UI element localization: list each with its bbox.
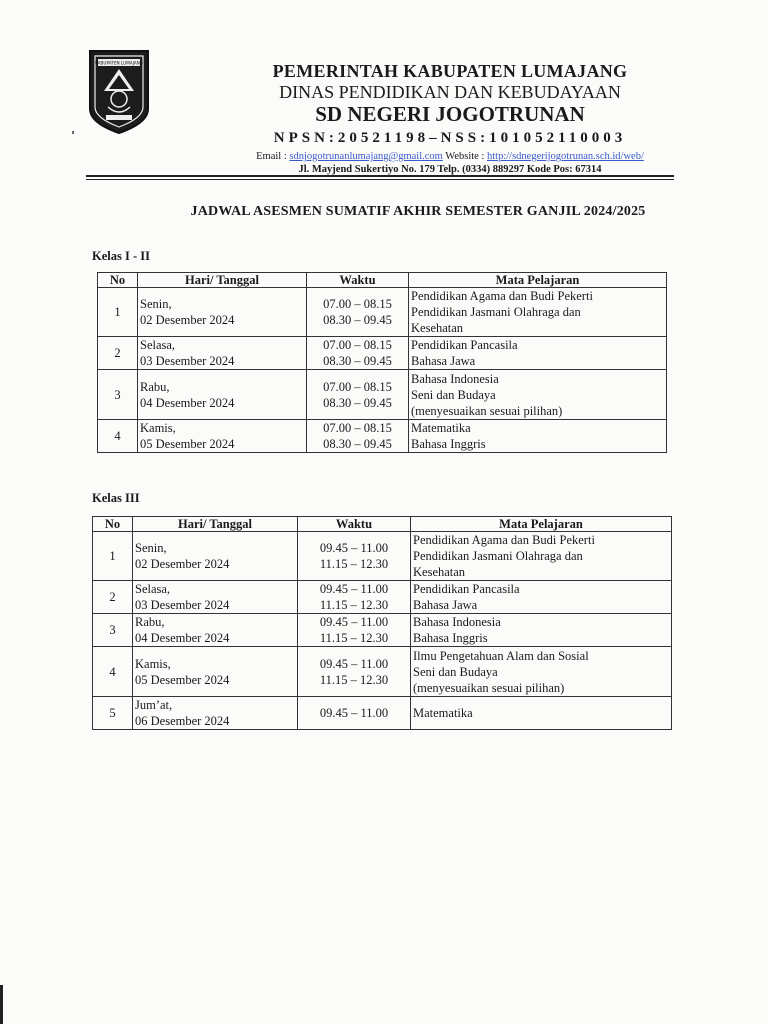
subject: Kesehatan — [411, 321, 464, 335]
time-slot: 09.45 – 11.00 — [319, 541, 389, 555]
subject: Pendidikan Jasmani Olahraga dan — [413, 549, 583, 563]
time-slot: 11.15 – 12.30 — [319, 557, 389, 571]
class-label-3: Kelas III — [92, 491, 140, 505]
header-no: No — [98, 273, 138, 288]
row-time — [298, 614, 411, 647]
day-name: Rabu, — [140, 380, 170, 394]
date: 05 Desember 2024 — [140, 437, 235, 451]
table-header-row — [98, 273, 667, 288]
subject: Bahasa Jawa — [413, 598, 478, 612]
website-link[interactable]: http://sdnegerijogotrunan.sch.id/web/ — [486, 151, 644, 162]
subject: Bahasa Indonesia — [413, 615, 501, 629]
subject: Pendidikan Jasmani Olahraga dan — [411, 305, 581, 319]
row-no: 3 — [98, 370, 138, 420]
date: 03 Desember 2024 — [135, 598, 230, 612]
date: 04 Desember 2024 — [135, 631, 230, 645]
time-slot: 11.15 – 12.30 — [319, 598, 389, 612]
day-name: Selasa, — [135, 582, 171, 596]
class-label-1-2: Kelas I - II — [92, 249, 150, 263]
day-name: Selasa, — [140, 338, 176, 352]
address-line: Jl. Mayjend Sukertiyo No. 179 Telp. (0334) 889297 Kode Pos: 67314 — [298, 164, 602, 175]
time-slot: 11.15 – 12.30 — [319, 631, 389, 645]
row-no: 2 — [93, 581, 133, 614]
time-slot: 07.00 – 08.15 — [323, 297, 392, 311]
row-day-date — [138, 370, 307, 420]
time-slot: 08.30 – 09.45 — [323, 313, 392, 327]
subject: (menyesuaikan sesuai pilihan) — [413, 680, 565, 695]
scan-edge-mark — [0, 985, 3, 1024]
day-name: Kamis, — [135, 656, 171, 671]
time-slot: 09.45 – 11.00 — [319, 706, 389, 720]
time-slot: 08.30 – 09.45 — [323, 437, 392, 451]
row-day-date — [133, 647, 298, 697]
time-slot: 11.15 – 12.30 — [319, 672, 389, 687]
row-time — [298, 647, 411, 697]
row-no: 1 — [93, 532, 133, 581]
row-time — [307, 370, 409, 420]
subject: Seni dan Budaya — [411, 387, 496, 402]
table-row — [98, 288, 667, 337]
row-no: 4 — [98, 420, 138, 453]
time-slot: 07.00 – 08.15 — [323, 421, 392, 435]
government-name: PEMERINTAH KABUPATEN LUMAJANG — [272, 61, 628, 81]
row-day-date — [133, 697, 298, 730]
row-time — [298, 581, 411, 614]
row-no: 1 — [98, 288, 138, 337]
date: 02 Desember 2024 — [140, 313, 235, 327]
row-subjects — [411, 697, 672, 730]
header-day-date: Hari/ Tanggal — [138, 273, 307, 288]
row-subjects — [411, 532, 672, 581]
row-subjects — [409, 370, 667, 420]
subject: Pendidikan Agama dan Budi Pekerti — [413, 533, 595, 547]
table-row — [93, 697, 672, 730]
svg-text:KABUPATEN LUMAJANG: KABUPATEN LUMAJANG — [94, 60, 144, 66]
row-subjects — [409, 337, 667, 370]
subject: Seni dan Budaya — [413, 664, 498, 679]
subject: (menyesuaikan sesuai pilihan) — [411, 403, 563, 418]
row-day-date — [138, 420, 307, 453]
email-label: Email : — [256, 151, 290, 162]
date: 06 Desember 2024 — [135, 714, 230, 728]
date: 05 Desember 2024 — [135, 672, 230, 687]
row-no: 4 — [93, 647, 133, 697]
row-subjects — [411, 614, 672, 647]
time-slot: 07.00 – 08.15 — [323, 379, 392, 394]
subject: Matematika — [413, 706, 473, 720]
table-row — [98, 420, 667, 453]
subject: Bahasa Inggris — [413, 631, 488, 645]
header-subject: Mata Pelajaran — [409, 273, 667, 288]
day-name: Rabu, — [135, 615, 165, 629]
time-slot: 09.45 – 11.00 — [319, 615, 389, 629]
day-name: Jum’at, — [135, 698, 173, 712]
table-row — [93, 581, 672, 614]
subject: Ilmu Pengetahuan Alam dan Sosial — [413, 648, 589, 663]
table-row — [98, 370, 667, 420]
row-day-date — [133, 581, 298, 614]
table-row — [93, 647, 672, 697]
scan-mark — [72, 131, 74, 134]
row-no: 2 — [98, 337, 138, 370]
row-day-date — [133, 532, 298, 581]
schedule-table-1-2 — [97, 272, 667, 453]
header-time: Waktu — [307, 273, 409, 288]
row-time — [307, 337, 409, 370]
letterhead-rule-thick — [86, 175, 674, 177]
row-subjects — [411, 647, 672, 697]
row-subjects — [409, 420, 667, 453]
table-header-row — [93, 517, 672, 532]
row-time — [307, 420, 409, 453]
day-name: Senin, — [140, 297, 172, 311]
row-subjects — [409, 288, 667, 337]
time-slot: 08.30 – 09.45 — [323, 395, 392, 410]
contact-line — [160, 150, 740, 163]
table-row — [93, 532, 672, 581]
day-name: Kamis, — [140, 421, 176, 435]
subject: Pendidikan Pancasila — [413, 582, 520, 596]
table-row — [93, 614, 672, 647]
row-no: 5 — [93, 697, 133, 730]
department-name: DINAS PENDIDIKAN DAN KEBUDAYAAN — [279, 82, 621, 102]
day-name: Senin, — [135, 541, 167, 555]
letterhead — [160, 60, 740, 176]
row-subjects — [411, 581, 672, 614]
row-time — [307, 288, 409, 337]
schedule-table-3 — [92, 516, 672, 730]
subject: Kesehatan — [413, 565, 466, 579]
subject: Pendidikan Agama dan Budi Pekerti — [411, 289, 593, 303]
subject: Bahasa Indonesia — [411, 371, 499, 386]
subject: Bahasa Jawa — [411, 354, 476, 368]
date: 03 Desember 2024 — [140, 354, 235, 368]
time-slot: 09.45 – 11.00 — [319, 656, 389, 671]
row-day-date — [133, 614, 298, 647]
subject: Matematika — [411, 421, 471, 435]
letterhead-rule-thin — [86, 179, 674, 180]
row-no: 3 — [93, 614, 133, 647]
date: 02 Desember 2024 — [135, 557, 230, 571]
website-label: Website : — [442, 151, 487, 162]
header-no: No — [93, 517, 133, 532]
row-day-date — [138, 337, 307, 370]
row-day-date — [138, 288, 307, 337]
subject: Pendidikan Pancasila — [411, 338, 518, 352]
header-subject: Mata Pelajaran — [411, 517, 672, 532]
header-day-date: Hari/ Tanggal — [133, 517, 298, 532]
document-title: JADWAL ASESMEN SUMATIF AKHIR SEMESTER GANJIL 2024/2025 — [190, 204, 646, 219]
date: 04 Desember 2024 — [140, 396, 235, 410]
lumajang-regency-logo — [86, 47, 152, 135]
time-slot: 07.00 – 08.15 — [323, 338, 392, 352]
table-row — [98, 337, 667, 370]
subject: Bahasa Inggris — [411, 437, 486, 451]
npsn-nss: NPSN:20521198–NSS:101052110003 — [273, 130, 627, 146]
school-name: SD NEGERI JOGOTRUNAN — [315, 102, 585, 126]
email-link[interactable]: sdnjogotrunanlumajang@gmail.com — [289, 151, 443, 162]
time-slot: 09.45 – 11.00 — [319, 582, 389, 596]
time-slot: 08.30 – 09.45 — [323, 354, 392, 368]
header-time: Waktu — [298, 517, 411, 532]
row-time — [298, 697, 411, 730]
row-time — [298, 532, 411, 581]
